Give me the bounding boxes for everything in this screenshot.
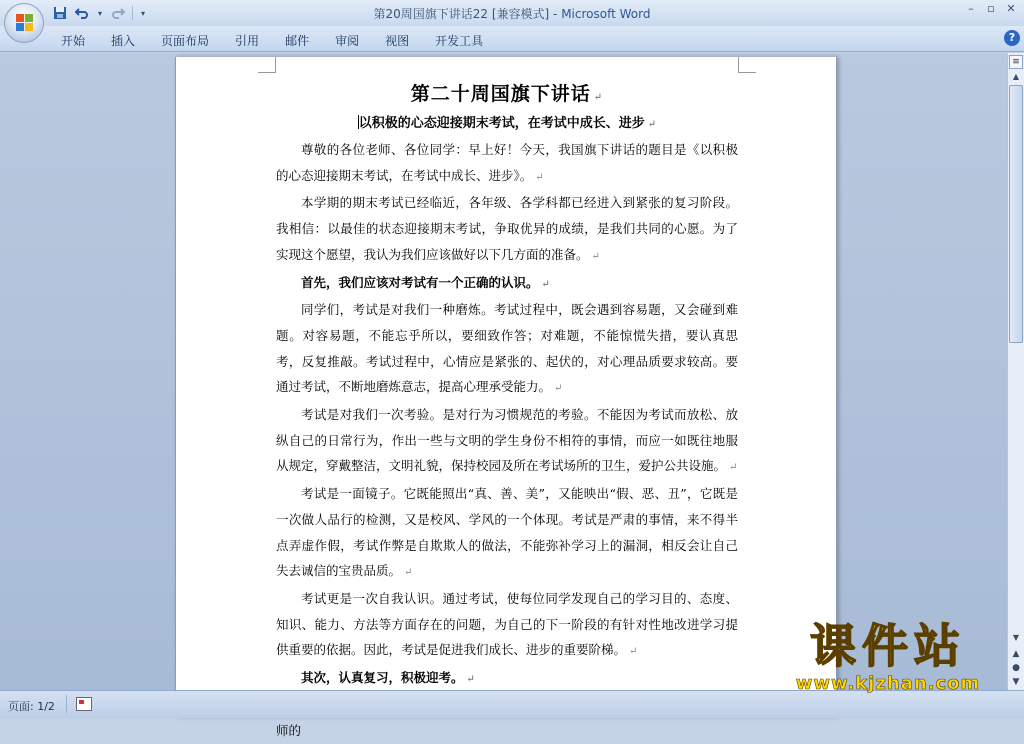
status-separator: [66, 695, 67, 713]
tab-developer[interactable]: 开发工具: [435, 34, 484, 48]
paragraph-text: 考试是一面镜子。它既能照出“真、善、美”，又能映出“假、恶、丑”，它既是一次做人品行的检测，又是校风、学风的一个体现。考试是严肃的事情，来不得半点弄虚作假，考试作弊是自欺欺人的做法，不能弥补学习上的漏洞，相反会让自己失去诚信的宝贵品质。: [276, 486, 738, 579]
paragraph-mark: ↵: [466, 674, 475, 686]
title-separator: -: [549, 7, 562, 21]
paragraph: [276, 481, 738, 586]
paragraph: [276, 402, 738, 481]
previous-page-icon[interactable]: ▲: [1012, 649, 1020, 659]
office-logo-icon: [16, 14, 34, 32]
paragraph-mark: ↵: [535, 171, 544, 183]
document-name: 第20周国旗下讲话22 [兼容模式]: [373, 7, 550, 21]
site-watermark: [770, 618, 1006, 694]
tab-page-layout[interactable]: 页面布局: [161, 34, 210, 48]
paragraph-text: 其次，认真复习，积极迎考。: [301, 670, 464, 686]
paragraph-text: 尊敬的各位老师、各位同学：早上好！今天，我国旗下讲话的题目是《以积极的心态迎接期末考试，在考试中成长、进步》。: [276, 142, 738, 183]
window-controls: [962, 2, 1020, 16]
paragraph-mark: ↵: [729, 462, 738, 474]
tab-review[interactable]: 审阅: [335, 34, 360, 48]
paragraph-text: 考试是对我们一次考验。是对行为习惯规范的考验。不能因为考试而放松、放纵自己的日常行为，作出一些与文明的学生身份不相符的事情，而应一如既往地服从规定，穿戴整洁，文明礼貌，保持校园及所在考试场所的卫生，爱护公共设施。: [276, 407, 738, 474]
app-name: Microsoft Word: [561, 7, 651, 21]
ribbon-tabs: [48, 30, 496, 51]
scroll-down-icon[interactable]: ▼: [1012, 633, 1020, 642]
paragraph: [276, 297, 738, 402]
office-button[interactable]: [4, 3, 44, 43]
window-title: [0, 5, 1024, 22]
select-browse-object-icon[interactable]: ●: [1012, 663, 1020, 673]
customize-qat-icon[interactable]: ▾: [140, 8, 145, 18]
document-subtitle: [276, 111, 738, 137]
paragraph-text: 同学们，考试是对我们一种磨炼。考试过程中，既会遇到容易题，又会碰到难题。对容易题，不能忘乎所以，要细致作答；对难题，不能惊慌失措，要认真思考，反复推敲。考试过程中，心情应是紧张的、起伏的，对心理品质要求较高。要通过考试，不断地磨炼意志，提高心理承受能力。: [276, 302, 738, 395]
document-page[interactable]: [175, 57, 837, 739]
minimize-button[interactable]: –: [968, 2, 974, 15]
document-subtitle-text: 以积极的心态迎接期末考试，在考试中成长、进步: [358, 116, 645, 131]
proofing-status-icon[interactable]: [76, 697, 92, 711]
title-bar: [0, 0, 1024, 26]
undo-dropdown-icon[interactable]: ▾: [97, 8, 102, 18]
section-heading: [276, 270, 738, 298]
next-page-icon[interactable]: ▼: [1012, 677, 1020, 687]
paragraph-mark: ↵: [554, 383, 563, 395]
paragraph: [276, 586, 738, 665]
watermark-brand: 课件站: [810, 619, 966, 673]
tab-insert[interactable]: 插入: [111, 34, 136, 48]
page-count-status[interactable]: 页面: 1/2: [8, 700, 55, 713]
document-body[interactable]: [276, 77, 738, 744]
paragraph-mark: ↵: [541, 278, 550, 290]
paragraph-mark: ↵: [629, 646, 638, 658]
margin-corner-top-right: [738, 57, 756, 73]
paragraph: [276, 190, 738, 269]
vertical-scrollbar[interactable]: [1007, 53, 1024, 690]
tab-references[interactable]: 引用: [235, 34, 260, 48]
close-button[interactable]: ✕: [1006, 2, 1016, 15]
document-title-text: 第二十周国旗下讲话: [410, 83, 591, 105]
document-title: [276, 77, 738, 111]
margin-corner-top-left: [258, 57, 276, 73]
paragraph-text: 本学期的期末考试已经临近，各年级、各学科都已经进入到紧张的复习阶段。我相信：以最佳的状态迎接期末考试，争取优异的成绩，是我们共同的心愿。为了实现这个愿望，我认为我们应该做好以下几方面的准备。: [276, 195, 738, 262]
tab-mailings[interactable]: 邮件: [285, 34, 310, 48]
paragraph: [276, 137, 738, 190]
restore-button[interactable]: ▫: [987, 2, 995, 15]
paragraph-mark: ↵: [593, 92, 604, 103]
watermark-url: www.kjzhan.com: [795, 673, 981, 694]
tab-home[interactable]: 开始: [61, 34, 86, 48]
tab-view[interactable]: 视图: [385, 34, 410, 48]
paragraph-mark: ↵: [591, 250, 600, 262]
section-heading: [276, 665, 738, 693]
ribbon: [0, 26, 1024, 52]
status-bar: [0, 690, 1024, 718]
scroll-up-icon[interactable]: ▲: [1012, 72, 1020, 81]
scrollbar-thumb[interactable]: [1009, 85, 1023, 343]
paragraph-text: 首先，我们应该对考试有一个正确的认识。: [301, 274, 539, 290]
view-ruler-icon[interactable]: ≡: [1009, 55, 1023, 69]
paragraph-mark: ↵: [647, 119, 657, 130]
paragraph-text: 师的: [276, 723, 302, 739]
paragraph-text: 考试更是一次自我认识。通过考试，使每位同学发现自己的学习目的、态度、知识、能力、方法等方面存在的问题，为自己的下一阶段的有针对性地改进学习提供重要的依据。因此，考试是促进我们成长、进步的重要阶梯。: [276, 590, 738, 658]
paragraph-mark: ↵: [404, 567, 413, 579]
help-icon[interactable]: ?: [1004, 30, 1020, 46]
